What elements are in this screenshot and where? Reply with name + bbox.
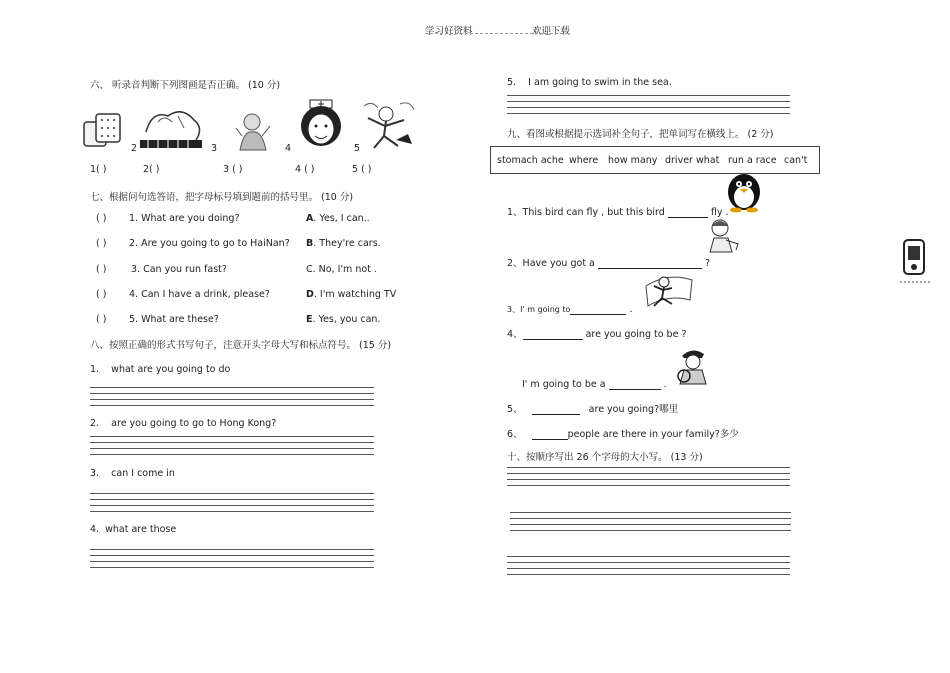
s8-writing-lines-3[interactable] [90,493,374,517]
s8-writing-lines-1[interactable] [90,387,374,411]
s6-answer-4: 4 ( ) [295,164,315,175]
s8-writing-lines-4[interactable] [90,549,374,573]
nurse-picture [296,100,346,152]
s9-item-4b: I' m going to be a . [522,379,667,390]
s8-item-2: 2. are you going to go to Hong Kong? [90,418,277,429]
s10-writing-lines-3[interactable] [507,556,790,580]
s7-paren-4: ( ) [96,289,107,300]
s8-item-1: 1. what are you going to do [90,364,231,375]
penguin-picture [722,172,766,212]
s9-blank-4[interactable] [523,339,583,340]
word-bank-item: how many [608,155,658,166]
s7-question-1: 1. What are you doing? [129,213,240,224]
runner-picture [640,270,696,314]
s6-answer-2: 2( ) [143,164,160,175]
s8-item-5: 5. I am going to swim in the sea. [507,77,672,88]
s9-blank-6[interactable] [532,439,568,440]
dancer-picture [360,100,420,152]
word-bank-item: run a race [728,155,777,166]
s9-item-4: 4、 are you going to be ? [507,329,687,340]
s7-paren-3: ( ) [96,264,107,275]
s9-item-1: 1、This bird can fly , but this bird fly . [507,207,729,218]
section10-title: 十、按顺序写出 26 个字母的大小写。 (13 分) [507,452,703,463]
s9-item-3: 3、I' m going to . [507,304,633,315]
word-bank-item: stomach ache [497,155,564,166]
picture-number-3: 3 [211,143,218,154]
section8-title: 八、按照正确的形式书写句子，注意开头字母大写和标点符号。 (15 分) [90,340,392,351]
s9-item-5: 5、 are you going?哪里 [507,404,679,415]
s7-answer-D: D. I'm watching TV [306,289,397,300]
s10-writing-lines-2[interactable] [510,512,791,536]
s9-blank-3[interactable] [570,314,626,315]
s8-item-3: 3. can I come in [90,468,175,479]
word-bank-item: can't [784,155,808,166]
s6-answer-3: 3 ( ) [223,164,243,175]
s9-blank-4b[interactable] [609,389,661,390]
header-right: 欢迎下载 [532,26,571,37]
s9-item-2: 2、Have you got a ? [507,258,710,269]
picture-number-4: 4 [285,143,292,154]
section9-title: 九、看图或根据提示选词补全句子，把单词写在横线上。 (2 分) [507,129,774,140]
s9-blank-2[interactable] [598,268,702,269]
s7-paren-1: ( ) [96,213,107,224]
animals-picture [138,102,208,152]
s7-answer-E: E. Yes, you can. [306,314,381,325]
s7-paren-5: ( ) [96,314,107,325]
word-bank-item: driver what [665,155,720,166]
picture-number-2: 2 [131,143,138,154]
header-divider [425,33,568,34]
s8-item-4: 4. what are those [90,524,177,535]
crackers-picture [80,110,128,150]
s6-answer-5: 5 ( ) [352,164,372,175]
s7-answer-C: C. No, I'm not . [306,264,377,275]
s8-writing-lines-5[interactable] [507,95,790,119]
section7-title: 七、根据问句选答语，把字母标号填到题前的括号里。 (10 分) [90,192,354,203]
s7-question-4: 4. Can I have a drink, please? [129,289,270,300]
margin-figure-picture [896,236,940,288]
word-bank-item: where [569,155,599,166]
s8-writing-lines-2[interactable] [90,436,374,460]
header-left: 学习好资料 [425,26,473,37]
s6-answer-1: 1( ) [90,164,107,175]
s10-writing-lines-1[interactable] [507,467,790,491]
word-bank-box [490,146,820,174]
sick-boy-picture [700,218,744,254]
driver-picture [672,346,712,386]
section6-title: 六、 听录音判断下列图画是否正确。 (10 分) [90,80,281,91]
s7-question-2: 2. Are you going to go to HaiNan? [129,238,290,249]
s7-paren-2: ( ) [96,238,107,249]
s7-question-3: 3. Can you run fast? [131,264,227,275]
s7-answer-A: A. Yes, I can.. [306,213,370,224]
s7-question-5: 5. What are these? [129,314,219,325]
s9-blank-5[interactable] [532,414,580,415]
picture-number-5: 5 [354,143,361,154]
girl-picture [232,110,274,152]
s9-item-6: 6、 people are there in your family?多少 [507,429,739,440]
s7-answer-B: B. They're cars. [306,238,381,249]
